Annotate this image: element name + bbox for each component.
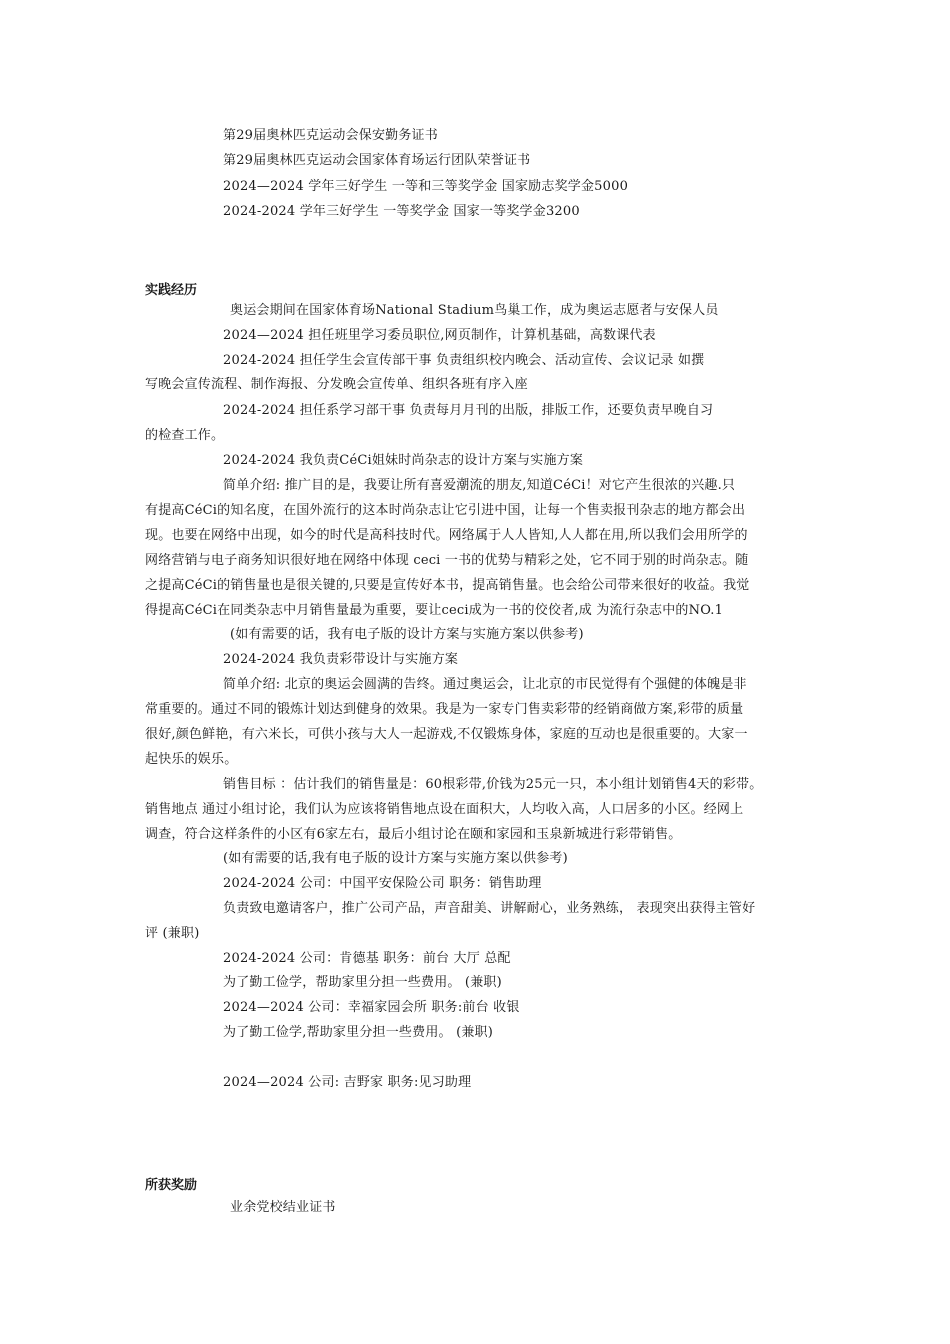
practice-line: 2024—2024 公司：幸福家园会所 职务:前台 收银 xyxy=(223,1000,520,1015)
practice-line: 现。也要在网络中出现，如今的时代是高科技时代。网络属于人人皆知,人人都在用,所以我们会用所学的 xyxy=(145,528,748,543)
practice-line: 常重要的。通过不同的锻炼计划达到健身的效果。我是为一家专门售卖彩带的经销商做方案,彩带的质量 xyxy=(145,702,744,717)
certificate-line: 第29届奥林匹克运动会国家体育场运行团队荣誉证书 xyxy=(223,153,531,168)
practice-line: 2024-2024 担任系学习部干事 负责每月月刊的出版，排版工作，还要负责早晚自习 xyxy=(223,403,714,418)
practice-line: 评 (兼职) xyxy=(145,926,200,941)
practice-line: 2024-2024 我负责CéCi姐妹时尚杂志的设计方案与实施方案 xyxy=(223,453,584,468)
practice-line: (如有需要的话,我有电子版的设计方案与实施方案以供参考) xyxy=(223,851,568,866)
practice-line: 有提高CéCi的知名度，在国外流行的这本时尚杂志让它引进中国，让每一个售卖报刊杂志的地方都会出 xyxy=(145,503,746,518)
practice-line: 2024-2024 公司：中国平安保险公司 职务：销售助理 xyxy=(223,876,542,891)
certificate-line: 2024—2024 学年三好学生 一等和三等奖学金 国家励志奖学金5000 xyxy=(223,179,629,194)
practice-line: 网络营销与电子商务知识很好地在网络中体现 ceci 一书的优势与精彩之处，它不同于别的时尚杂志。随 xyxy=(145,553,749,568)
practice-line: 2024-2024 担任学生会宣传部干事 负责组织校内晚会、活动宣传、会议记录 如撰 xyxy=(223,353,705,368)
section-heading-awards: 所获奖励 xyxy=(145,1178,198,1193)
certificate-line: 2024-2024 学年三好学生 一等奖学金 国家一等奖学金3200 xyxy=(223,204,580,219)
practice-line: 很好,颜色鲜艳，有六米长，可供小孩与大人一起游戏,不仅锻炼身体，家庭的互动也是很重要的。大家一 xyxy=(145,727,748,742)
practice-line: 得提高CéCi在同类杂志中月销售量最为重要，要让ceci成为一书的佼佼者,成 为流行杂志中的NO.1 xyxy=(145,603,724,618)
practice-line: 的检查工作。 xyxy=(145,428,225,443)
practice-line: 调查，符合这样条件的小区有6家左右，最后小组讨论在颐和家园和玉泉新城进行彩带销售。 xyxy=(145,827,682,842)
practice-line: 简单介绍: 北京的奥运会圆满的告终。通过奥运会，让北京的市民觉得有个强健的体魄是非 xyxy=(223,677,747,692)
practice-line: 负责致电邀请客户，推广公司产品，声音甜美、讲解耐心，业务熟练， 表现突出获得主管好 xyxy=(223,901,756,916)
practice-line: 为了勤工俭学，帮助家里分担一些费用。 (兼职) xyxy=(223,975,502,990)
certificate-line: 第29届奥林匹克运动会保安勤务证书 xyxy=(223,128,438,143)
practice-line: 为了勤工俭学,帮助家里分担一些费用。 (兼职) xyxy=(223,1025,494,1040)
section-heading-practice: 实践经历 xyxy=(145,283,198,298)
practice-line: 销售地点 通过小组讨论，我们认为应该将销售地点设在面积大，人均收入高，人口居多的小区。经网上 xyxy=(145,802,744,817)
practice-line: 2024—2024 担任班里学习委员职位,网页制作，计算机基础，高数课代表 xyxy=(223,328,656,343)
practice-line: 起快乐的娱乐。 xyxy=(145,752,238,767)
practice-line: 2024—2024 公司: 吉野家 职务:见习助理 xyxy=(223,1075,472,1090)
practice-line: 写晚会宣传流程、制作海报、分发晚会宣传单、组织各班有序入座 xyxy=(145,377,528,392)
practice-line: 销售目标 ：估计我们的销售量是：60根彩带,价钱为25元一只，本小组计划销售4天的彩带。 xyxy=(223,777,763,792)
practice-line: 2024-2024 公司：肯德基 职务：前台 大厅 总配 xyxy=(223,951,511,966)
practice-line: 2024-2024 我负责彩带设计与实施方案 xyxy=(223,652,459,667)
practice-line: 奥运会期间在国家体育场National Stadium鸟巢工作，成为奥运志愿者与安保人员 xyxy=(230,303,719,318)
award-line: 业余党校结业证书 xyxy=(230,1200,336,1215)
practice-line: 简单介绍: 推广目的是，我要让所有喜爱潮流的朋友,知道CéCi！对它产生很浓的兴趣.只 xyxy=(223,478,736,493)
practice-line: (如有需要的话，我有电子版的设计方案与实施方案以供参考) xyxy=(230,627,584,642)
practice-line: 之提高CéCi的销售量也是很关键的,只要是宣传好本书，提高销售量。也会给公司带来很好的收益。我觉 xyxy=(145,578,750,593)
